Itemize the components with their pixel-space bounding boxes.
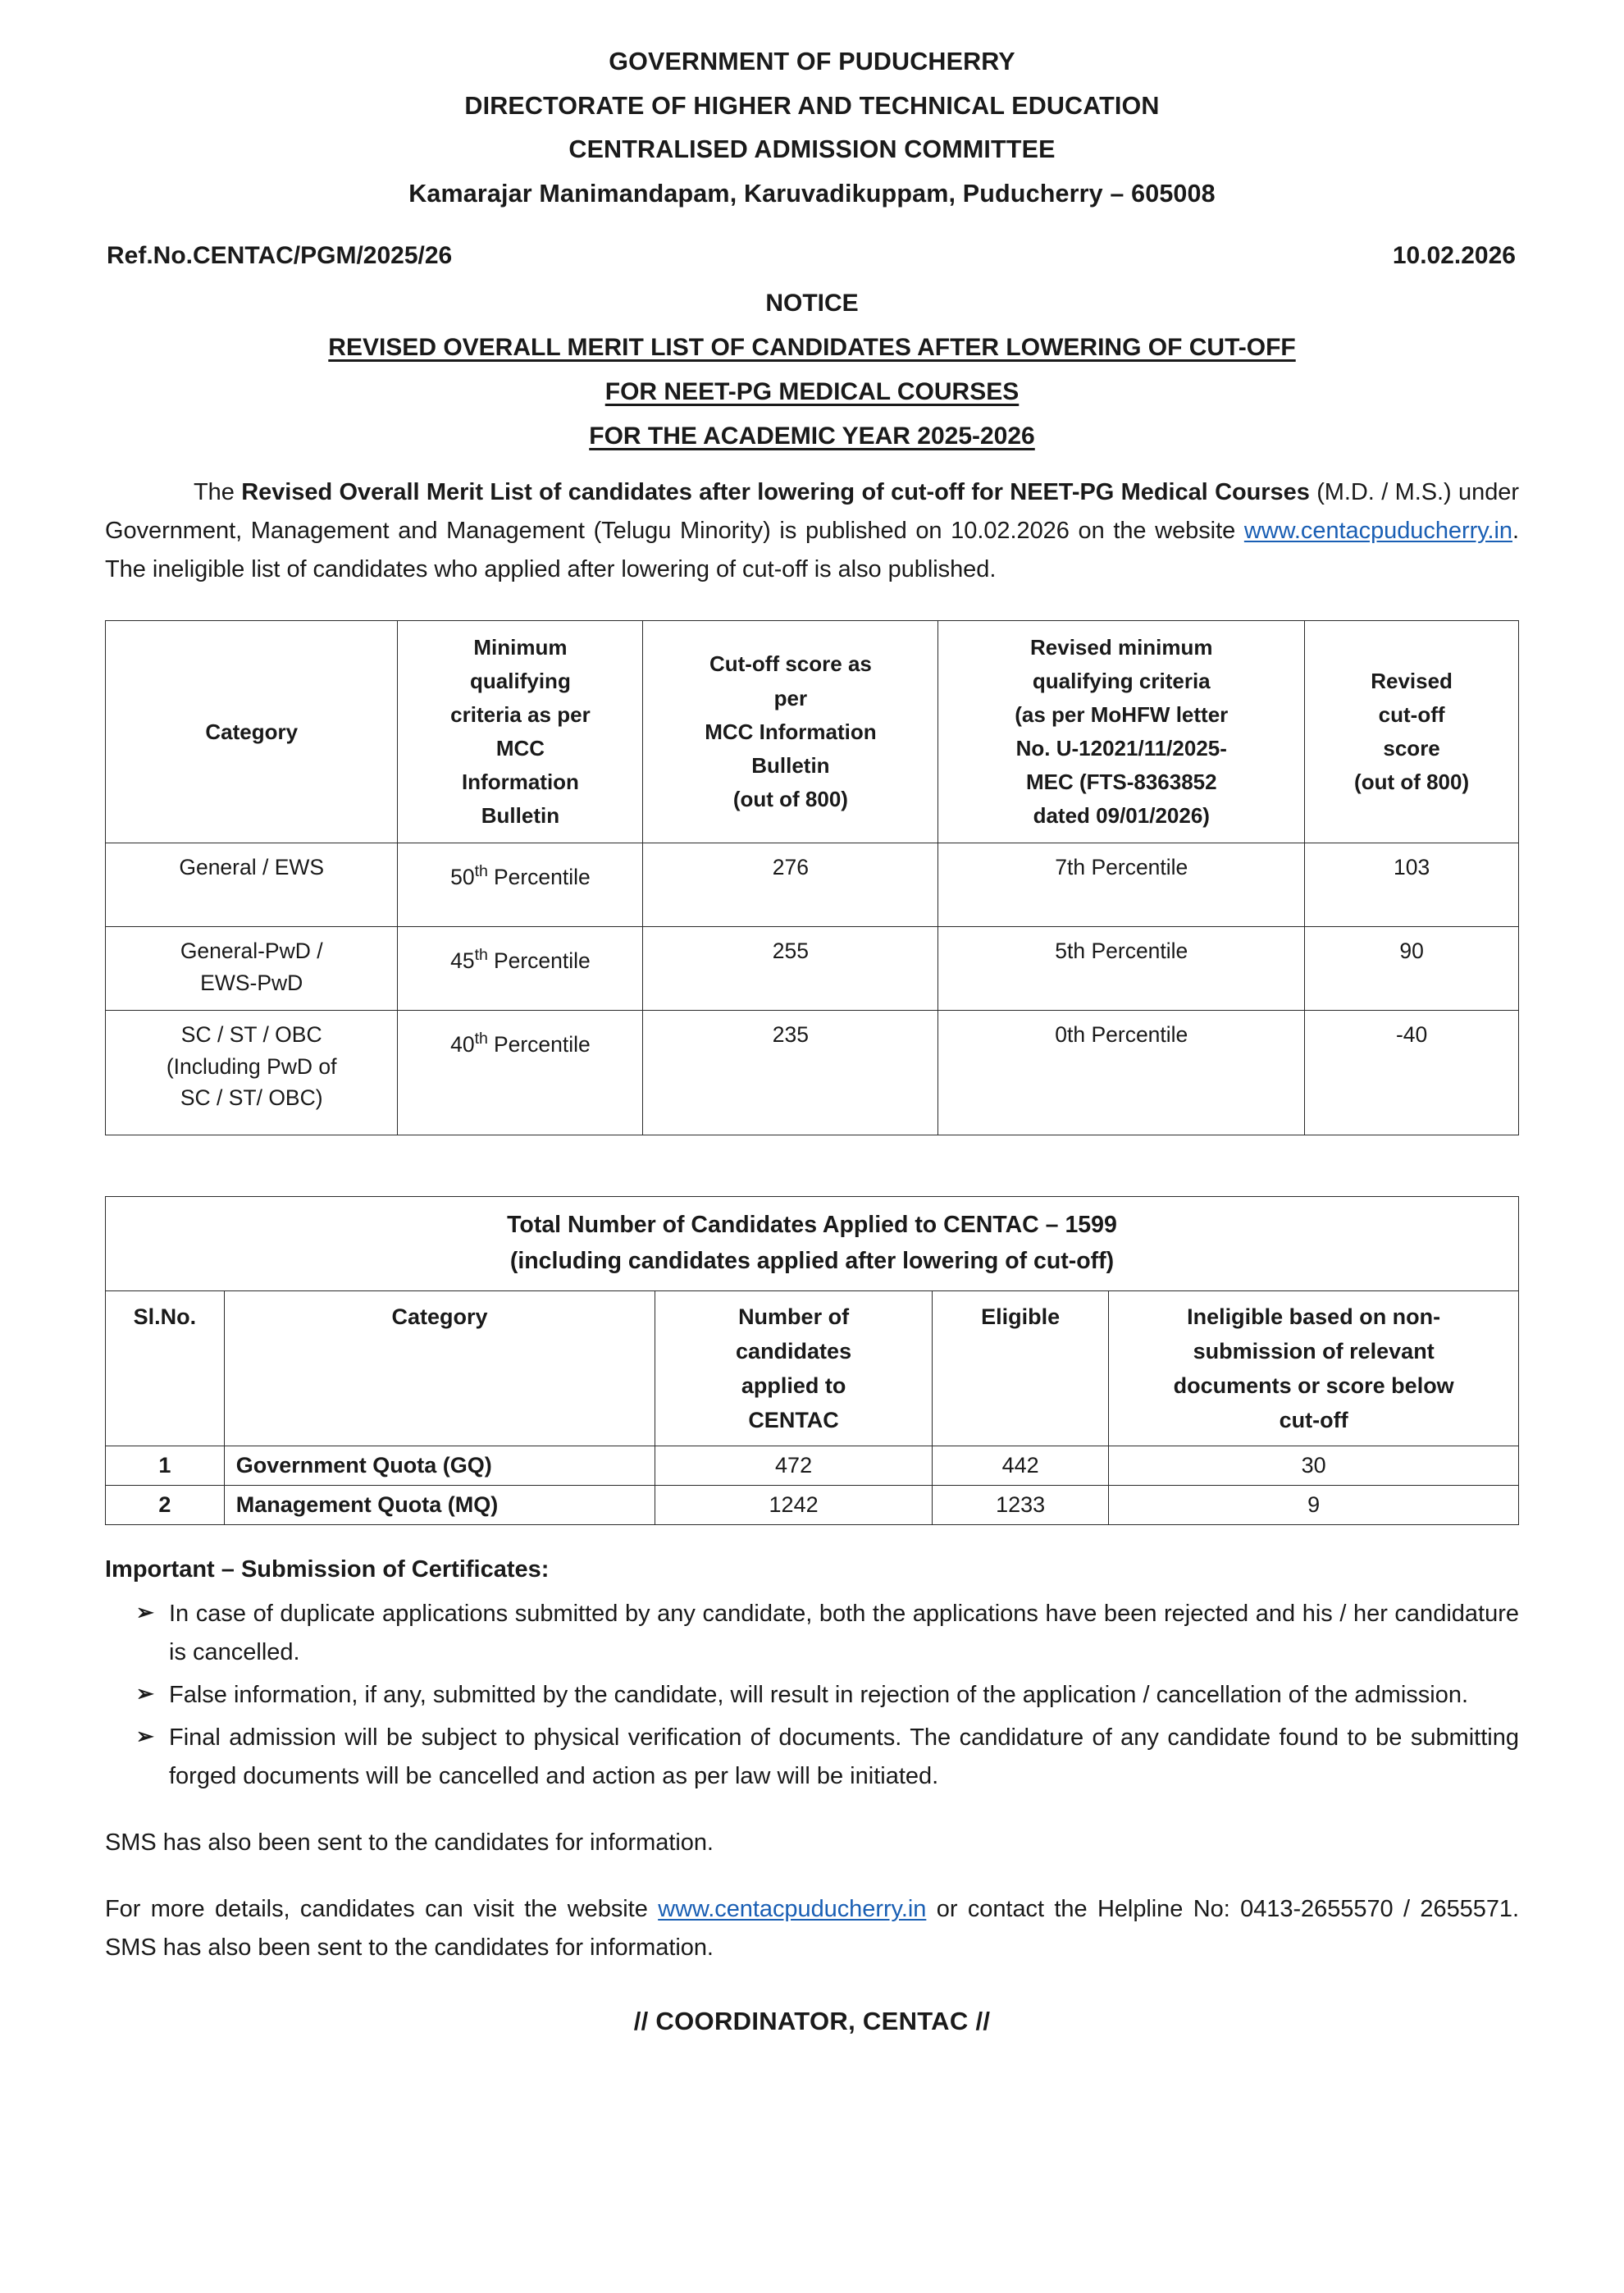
category-line: General / EWS [179, 855, 325, 880]
arrow-bullet-icon: ➢ [136, 1681, 154, 1706]
th-category: Category [224, 1291, 655, 1446]
percentile-suffix: th [474, 1030, 488, 1048]
percentile-number: 50 [450, 865, 475, 890]
category-line: EWS-PwD [200, 970, 303, 995]
subject-line-1 [105, 336, 1519, 360]
total-applied-banner [106, 1197, 1519, 1291]
cell-number-applied: 1242 [655, 1486, 933, 1525]
sms-note: SMS has also been sent to the candidates for information. [105, 1829, 714, 1857]
bullet-text: In case of duplicate applications submitted by any candidate, both the applications have been rejected and his / her candidature is cancelled. [169, 1601, 1519, 1666]
th-revc-l4: (out of 800) [1354, 770, 1470, 795]
cell-cutoff-score: 235 [643, 1011, 938, 1135]
intro-seg-3: (M.D. / M.S.) under Government, Management and Management (Telugu Minority) is published on 10.02.2026 on the website [105, 479, 1519, 544]
directorate-name: DIRECTORATE OF HIGHER AND TECHNICAL EDUCATION [464, 91, 1160, 120]
cell-revised-cutoff: 90 [1305, 927, 1519, 1011]
th-rev-l5: MEC (FTS-8363852 [1025, 770, 1217, 795]
th-eligible: Eligible [932, 1291, 1108, 1446]
list-item [105, 1595, 1519, 1672]
cutoff-table-body [106, 843, 1519, 1135]
th-min-l6: Bulletin [481, 803, 560, 829]
th-num-l1: Number of [738, 1304, 850, 1329]
banner-line-2: (including candidates applied after lowering of cut-off) [509, 1247, 1115, 1274]
th-min-l5: Information [461, 770, 579, 795]
important-bullet-list [105, 1595, 1519, 1796]
th-cut-l1: Cut-off score as [709, 651, 872, 677]
th-rev-l1: Revised minimum [1030, 634, 1213, 660]
th-revised-cutoff [1305, 620, 1519, 843]
cell-ineligible: 9 [1109, 1486, 1519, 1525]
cell-revised-min: 5th Percentile [938, 927, 1305, 1011]
intro-seg-1: The [194, 479, 242, 505]
th-number-applied [655, 1291, 933, 1446]
centac-website-link-footer[interactable]: www.centacpuducherry.in [658, 1896, 927, 1923]
th-cutoff-score [643, 620, 938, 843]
cutoff-criteria-table [105, 620, 1519, 1135]
subject-text-1: REVISED OVERALL MERIT LIST OF CANDIDATES AFTER LOWERING OF CUT-OFF [328, 334, 1296, 361]
govt-name: GOVERNMENT OF PUDUCHERRY [609, 48, 1015, 75]
th-cut-l2: per [773, 685, 808, 710]
notice-date: 10.02.2026 [1392, 242, 1516, 269]
th-cut-l4: Bulletin [751, 752, 830, 778]
coordinator-signature: // COORDINATOR, CENTAC // [633, 2007, 991, 2036]
subject-line-2 [105, 380, 1519, 404]
candidates-applied-table [105, 1196, 1519, 1525]
organisation-header [105, 49, 1519, 206]
banner-line-1: Total Number of Candidates Applied to CENTAC – 1599 [507, 1212, 1117, 1239]
applied-table-body [106, 1446, 1519, 1525]
th-slno: Sl.No. [106, 1291, 225, 1446]
cell-revised-cutoff: -40 [1305, 1011, 1519, 1135]
table-row [106, 1486, 1519, 1525]
cell-number-applied: 472 [655, 1446, 933, 1486]
percentile-suffix: th [474, 862, 488, 881]
table-header-row [106, 1291, 1519, 1446]
table-header-row [106, 620, 1519, 843]
office-address: Kamarajar Manimandapam, Karuvadikuppam, Puducherry – 605008 [408, 179, 1216, 208]
intro-paragraph [105, 473, 1519, 589]
category-line: SC / ST/ OBC) [180, 1085, 323, 1111]
cell-min-percentile [398, 927, 643, 1011]
cell-cutoff-score: 255 [643, 927, 938, 1011]
table-row [106, 1011, 1519, 1135]
subject-line-3 [105, 424, 1519, 449]
cell-revised-min: 7th Percentile [938, 843, 1305, 927]
th-rev-l2: qualifying criteria [1032, 668, 1211, 693]
th-min-l2: qualifying [470, 668, 571, 693]
cell-category [106, 927, 398, 1011]
contact-paragraph [105, 1890, 1519, 1967]
cell-min-percentile [398, 843, 643, 927]
th-num-l2: candidates [736, 1339, 852, 1364]
cell-min-percentile [398, 1011, 643, 1135]
cell-eligible: 1233 [932, 1486, 1108, 1525]
th-cut-l3: MCC Information [705, 719, 877, 744]
th-minimum-qualifying [398, 620, 643, 843]
th-min-l4: MCC [495, 736, 545, 761]
category-line: SC / ST / OBC [180, 1022, 322, 1048]
cell-category [106, 843, 398, 927]
th-revc-l2: cut-off [1378, 702, 1445, 728]
reference-row [105, 242, 1519, 270]
th-min-l3: criteria as per [450, 702, 591, 728]
category-line: (Including PwD of [166, 1053, 337, 1079]
bullet-text: False information, if any, submitted by the candidate, will result in rejection of the application / cancellation of the admission. [169, 1682, 1469, 1709]
cell-slno: 1 [106, 1446, 225, 1486]
subject-text-3: FOR THE ACADEMIC YEAR 2025-2026 [589, 423, 1035, 450]
th-rev-l4: No. U-12021/11/2025- [1015, 736, 1227, 761]
important-heading: Important – Submission of Certificates: [105, 1556, 550, 1583]
th-inel-l4: cut-off [1279, 1408, 1348, 1433]
intro-seg-4: . The ineligible list of candidates who applied after lowering of cut-off is also published. [105, 517, 1519, 582]
cell-cutoff-score: 276 [643, 843, 938, 927]
table-row [106, 927, 1519, 1011]
table-banner-row [106, 1197, 1519, 1291]
th-revc-l3: score [1383, 736, 1440, 761]
subject-text-2: FOR NEET-PG MEDICAL COURSES [604, 378, 1020, 405]
cell-eligible: 442 [932, 1446, 1108, 1486]
bullet-text: Final admission will be subject to physical verification of documents. The candidature of any candidate found to be submitting forged documents will be cancelled and action as per law will be initiated. [169, 1724, 1519, 1790]
th-num-l4: CENTAC [748, 1408, 839, 1433]
contact-seg-2: or contact the Helpline No: 0413-2655570 / 2655571. SMS has also been sent to the candidates for information. [105, 1896, 1519, 1962]
table-row [106, 843, 1519, 927]
committee-name: CENTRALISED ADMISSION COMMITTEE [568, 135, 1056, 163]
arrow-bullet-icon: ➢ [136, 1724, 154, 1749]
th-revised-minimum [938, 620, 1305, 843]
cell-quota-category: Management Quota (MQ) [224, 1486, 655, 1525]
list-item [105, 1676, 1519, 1715]
th-inel-l1: Ineligible based on non- [1187, 1304, 1441, 1329]
percentile-suffix: th [474, 946, 488, 965]
th-inel-l2: submission of relevant [1193, 1339, 1435, 1364]
th-num-l3: applied to [741, 1373, 846, 1399]
list-item [105, 1719, 1519, 1796]
percentile-word: Percentile [493, 865, 591, 890]
th-category: Category [106, 620, 398, 843]
th-min-l1: Minimum [473, 634, 568, 660]
th-ineligible [1109, 1291, 1519, 1446]
applied-table-head [106, 1197, 1519, 1446]
th-rev-l3: (as per MoHFW letter [1015, 702, 1229, 728]
cell-revised-cutoff: 103 [1305, 843, 1519, 927]
cell-revised-min: 0th Percentile [938, 1011, 1305, 1135]
percentile-number: 40 [450, 1032, 475, 1057]
percentile-word: Percentile [493, 1032, 591, 1057]
th-rev-l6: dated 09/01/2026) [1033, 803, 1210, 829]
category-line: General-PwD / [180, 939, 323, 964]
contact-seg-1: For more details, candidates can visit the website [105, 1896, 659, 1923]
cell-slno: 2 [106, 1486, 225, 1525]
table-row [106, 1446, 1519, 1486]
notice-label: NOTICE [765, 290, 859, 317]
cell-ineligible: 30 [1109, 1446, 1519, 1486]
arrow-bullet-icon: ➢ [136, 1600, 154, 1625]
cutoff-table-head [106, 620, 1519, 843]
percentile-word: Percentile [493, 948, 591, 974]
centac-website-link[interactable]: www.centacpuducherry.in [1243, 517, 1512, 544]
percentile-number: 45 [450, 948, 475, 974]
reference-number: Ref.No.CENTAC/PGM/2025/26 [107, 242, 453, 269]
intro-bold-segment: Revised Overall Merit List of candidates after lowering of cut-off for NEET-PG Medical Courses [241, 479, 1310, 505]
th-revc-l1: Revised [1371, 668, 1453, 693]
cell-category [106, 1011, 398, 1135]
th-inel-l3: documents or score below [1173, 1373, 1454, 1399]
cell-quota-category: Government Quota (GQ) [224, 1446, 655, 1486]
th-cut-l5: (out of 800) [732, 786, 848, 811]
